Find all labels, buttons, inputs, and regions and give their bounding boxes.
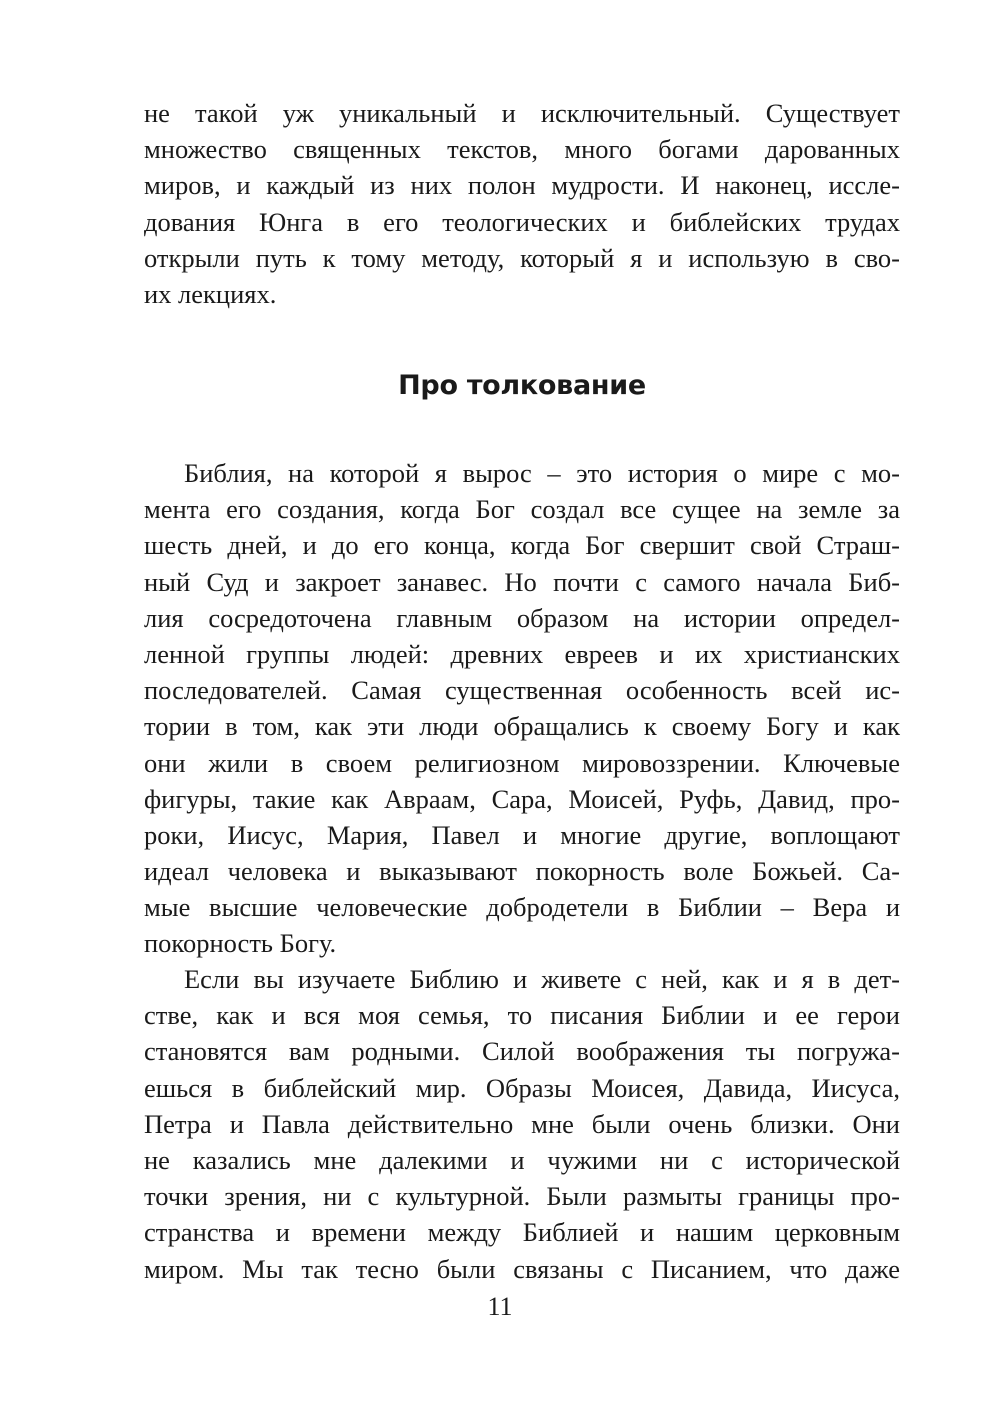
text-line: ный Суд и закроет занавес. Но почти с самого начала Биб-	[144, 566, 900, 597]
text-line: идеал человека и выказывают покорность воле Божьей. Са-	[144, 856, 900, 887]
text-line: роки, Иисус, Мария, Павел и многие другие, воплощают	[144, 819, 900, 850]
text-line: Петра и Павла действительно мне были очень близки. Они	[144, 1108, 900, 1139]
text-line: Если вы изучаете Библию и живете с ней, как и я в дет-	[184, 964, 900, 994]
text-line: множество священных текстов, много богами дарованных	[144, 134, 900, 165]
intro-paragraph	[144, 95, 900, 312]
section-heading: Про толкование	[398, 370, 646, 401]
text-line: мента его создания, когда Бог создал все сущее на земле за	[144, 494, 900, 525]
page-number: 11	[487, 1292, 513, 1321]
text-line: последователей. Самая существенная особенность всей ис-	[144, 675, 900, 706]
text-line: шесть дней, и до его конца, когда Бог свершит свой Страш-	[144, 530, 900, 561]
section-paragraph-1	[144, 455, 900, 962]
text-line: Библия, на которой я вырос – это история о мире с мо-	[184, 458, 900, 488]
text-line: становятся вам родными. Силой воображения ты погружа-	[144, 1036, 900, 1067]
text-line: миром. Мы так тесно были связаны с Писанием, что даже	[144, 1253, 900, 1284]
text-line: ленной группы людей: древних евреев и их христианских	[144, 638, 900, 669]
text-line: открыли путь к тому методу, который я и использую в сво-	[144, 242, 900, 273]
text-line: не такой уж уникальный и исключительный. Существует	[144, 98, 900, 128]
text-line: миров, и каждый из них полон мудрости. И наконец, иссле-	[144, 170, 900, 201]
text-line: странства и времени между Библией и нашим церковным	[144, 1217, 900, 1248]
text-line: не казались мне далекими и чужими ни с исторической	[144, 1144, 900, 1175]
text-line: ешься в библейский мир. Образы Моисея, Давида, Иисуса,	[144, 1072, 900, 1103]
text-line: они жили в своем религиозном мировоззрении. Ключевые	[144, 747, 900, 778]
text-line: их лекциях.	[144, 278, 277, 309]
text-line: лия сосредоточена главным образом на истории определ-	[144, 602, 900, 633]
text-line: фигуры, такие как Авраам, Сара, Моисей, Руфь, Давид, про-	[144, 783, 900, 814]
section-paragraph-2	[144, 961, 900, 1287]
text-line: стве, как и вся моя семья, то писания Библии и ее герои	[144, 1000, 900, 1031]
text-line: тории в том, как эти люди обращались к своему Богу и как	[144, 711, 900, 742]
text-line: дования Юнга в его теологических и библейских трудах	[144, 206, 900, 237]
text-line: мые высшие человеческие добродетели в Библии – Вера и	[144, 892, 900, 923]
text-line: точки зрения, ни с культурной. Были размыты границы про-	[144, 1181, 900, 1212]
text-line: покорность Богу.	[144, 928, 337, 959]
